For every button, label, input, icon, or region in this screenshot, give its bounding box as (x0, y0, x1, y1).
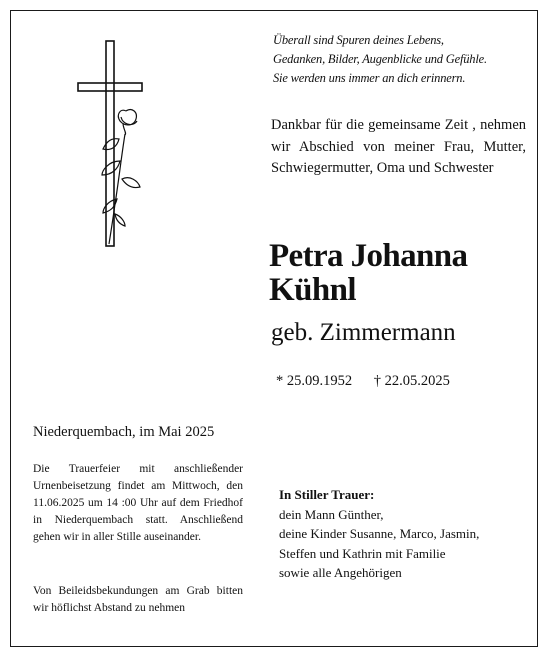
funeral-info: Die Trauerfeier mit anschließender Urnenbeisetzung findet am Mittwoch, den 11.06.2025 um 14 :00 Uhr auf dem Friedhof in Niederquembach statt. Anschließend gehen wir in aller Stille auseinander. (33, 463, 243, 543)
mourner-line: sowie alle Angehörigen (279, 565, 402, 580)
deceased-first-names: Petra Johanna (269, 238, 468, 274)
obituary-notice (10, 10, 538, 647)
deceased-surname: Kühnl (269, 272, 356, 308)
mourner-line: Steffen und Kathrin mit Familie (279, 545, 446, 561)
cross-with-rose-icon (73, 39, 173, 251)
birth-date: * 25.09.1952 (276, 373, 353, 389)
mourners-heading: In Stiller Trauer: (279, 487, 375, 502)
maiden-name: geb. Zimmermann (271, 319, 456, 346)
death-date: † 22.05.2025 (373, 373, 450, 389)
quote-line: Gedanken, Bilder, Augenblicke und Gefühle. (273, 52, 487, 66)
memorial-quote (273, 31, 533, 88)
place-and-date: Niederquembach, im Mai 2025 (33, 424, 215, 440)
mourner-line: deine Kinder Susanne, Marco, Jasmin, (279, 526, 480, 541)
condolence-note: Von Beileidsbekundungen am Grab bitten wir höflichst Abstand zu nehmen (33, 585, 243, 614)
life-dates (276, 371, 536, 391)
quote-line: Sie werden uns immer an dich erinnern. (273, 71, 466, 85)
deceased-name (269, 239, 539, 307)
mourners-list (279, 485, 534, 583)
thanks-text: Dankbar für die gemeinsame Zeit , nehmen wir Abschied von meiner Frau, Mutter, Schwiegermutter, Oma und Schwester (271, 117, 526, 176)
quote-line: Überall sind Spuren deines Lebens, (273, 33, 444, 47)
mourner-line: dein Mann Günther, (279, 506, 384, 522)
